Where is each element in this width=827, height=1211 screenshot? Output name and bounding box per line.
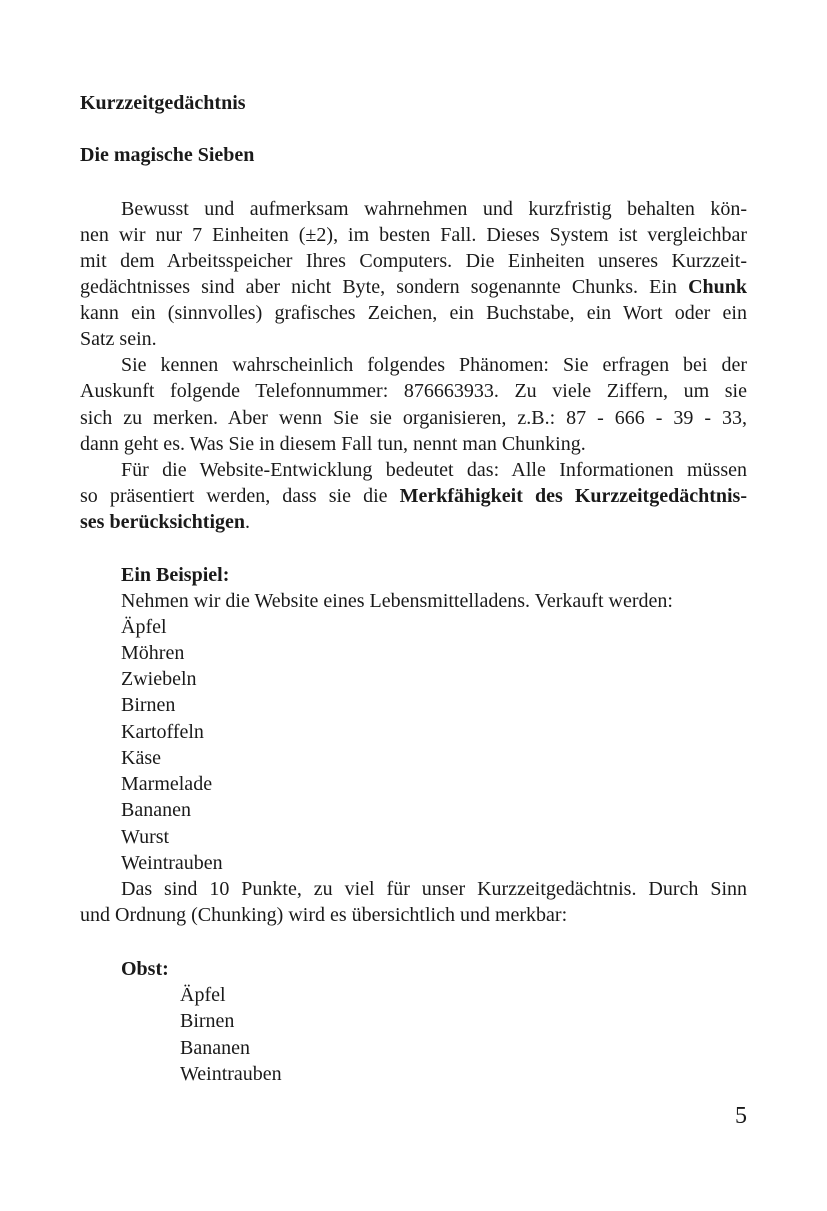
paragraph-line	[80, 274, 747, 300]
emphasis-text: Merkfähigkeit des Kurzzeitgedächtnis-	[399, 485, 748, 507]
list-item: Wurst	[121, 826, 170, 848]
paragraph-line: sich zu merken. Aber wenn Sie sie organisieren, z.B.: 87 - 666 - 39 - 33,	[80, 407, 747, 429]
list-item: Weintrauben	[121, 852, 223, 874]
paragraph-line: Auskunft folgende Telefonnummer: 876663933. Zu viele Ziffern, um sie	[80, 380, 747, 402]
list-item: Kartoffeln	[121, 721, 204, 743]
paragraph-line	[80, 509, 250, 535]
example-summary: und Ordnung (Chunking) wird es übersichtlich und merkbar:	[80, 904, 568, 926]
list-item: Bananen	[180, 1037, 250, 1059]
paragraph-line: mit dem Arbeitsspeicher Ihres Computers. Die Einheiten unseres Kurzzeit-	[80, 250, 747, 272]
list-item: Marmelade	[121, 773, 213, 795]
list-item: Äpfel	[180, 984, 226, 1006]
section-heading: Kurzzeitgedächtnis	[80, 92, 246, 114]
paragraph-line: Sie kennen wahrscheinlich folgendes Phänomen: Sie erfragen bei der	[121, 354, 747, 376]
list-item: Käse	[121, 747, 161, 769]
list-item: Äpfel	[121, 616, 167, 638]
paragraph-text: .	[245, 511, 250, 533]
paragraph-line: kann ein (sinnvolles) grafisches Zeichen, ein Buchstabe, ein Wort oder ein	[80, 302, 747, 324]
example-intro: Nehmen wir die Website eines Lebensmittelladens. Verkauft werden:	[121, 590, 673, 612]
paragraph-line: dann geht es. Was Sie in diesem Fall tun, nennt man Chunking.	[80, 433, 586, 455]
paragraph-line: Für die Website-Entwicklung bedeutet das: Alle Informationen müssen	[121, 459, 747, 481]
paragraph-text: so präsentiert werden, dass sie die	[80, 485, 400, 507]
paragraph-line: Bewusst und aufmerksam wahrnehmen und kurzfristig behalten kön-	[121, 198, 747, 220]
paragraph-line	[80, 483, 747, 509]
paragraph-text: gedächtnisses sind aber nicht Byte, sondern sogenannte Chunks. Ein	[80, 276, 689, 298]
list-item: Bananen	[121, 799, 191, 821]
example-summary: Das sind 10 Punkte, zu viel für unser Kurzzeitgedächtnis. Durch Sinn	[121, 878, 747, 900]
list-item: Birnen	[180, 1010, 235, 1032]
list-item: Birnen	[121, 694, 176, 716]
list-item: Weintrauben	[180, 1063, 282, 1085]
list-item: Zwiebeln	[121, 668, 197, 690]
obst-label: Obst:	[121, 958, 169, 980]
emphasis-text: ses berücksichtigen	[80, 511, 245, 533]
section-subheading: Die magische Sieben	[80, 144, 255, 166]
document-page	[80, 0, 747, 1211]
term-chunk: Chunk	[688, 276, 747, 298]
example-label: Ein Beispiel:	[121, 564, 230, 586]
list-item: Möhren	[121, 642, 185, 664]
page-number: 5	[735, 1103, 747, 1129]
paragraph-line: nen wir nur 7 Einheiten (±2), im besten Fall. Dieses System ist vergleichbar	[80, 224, 747, 246]
paragraph-line: Satz sein.	[80, 328, 157, 350]
